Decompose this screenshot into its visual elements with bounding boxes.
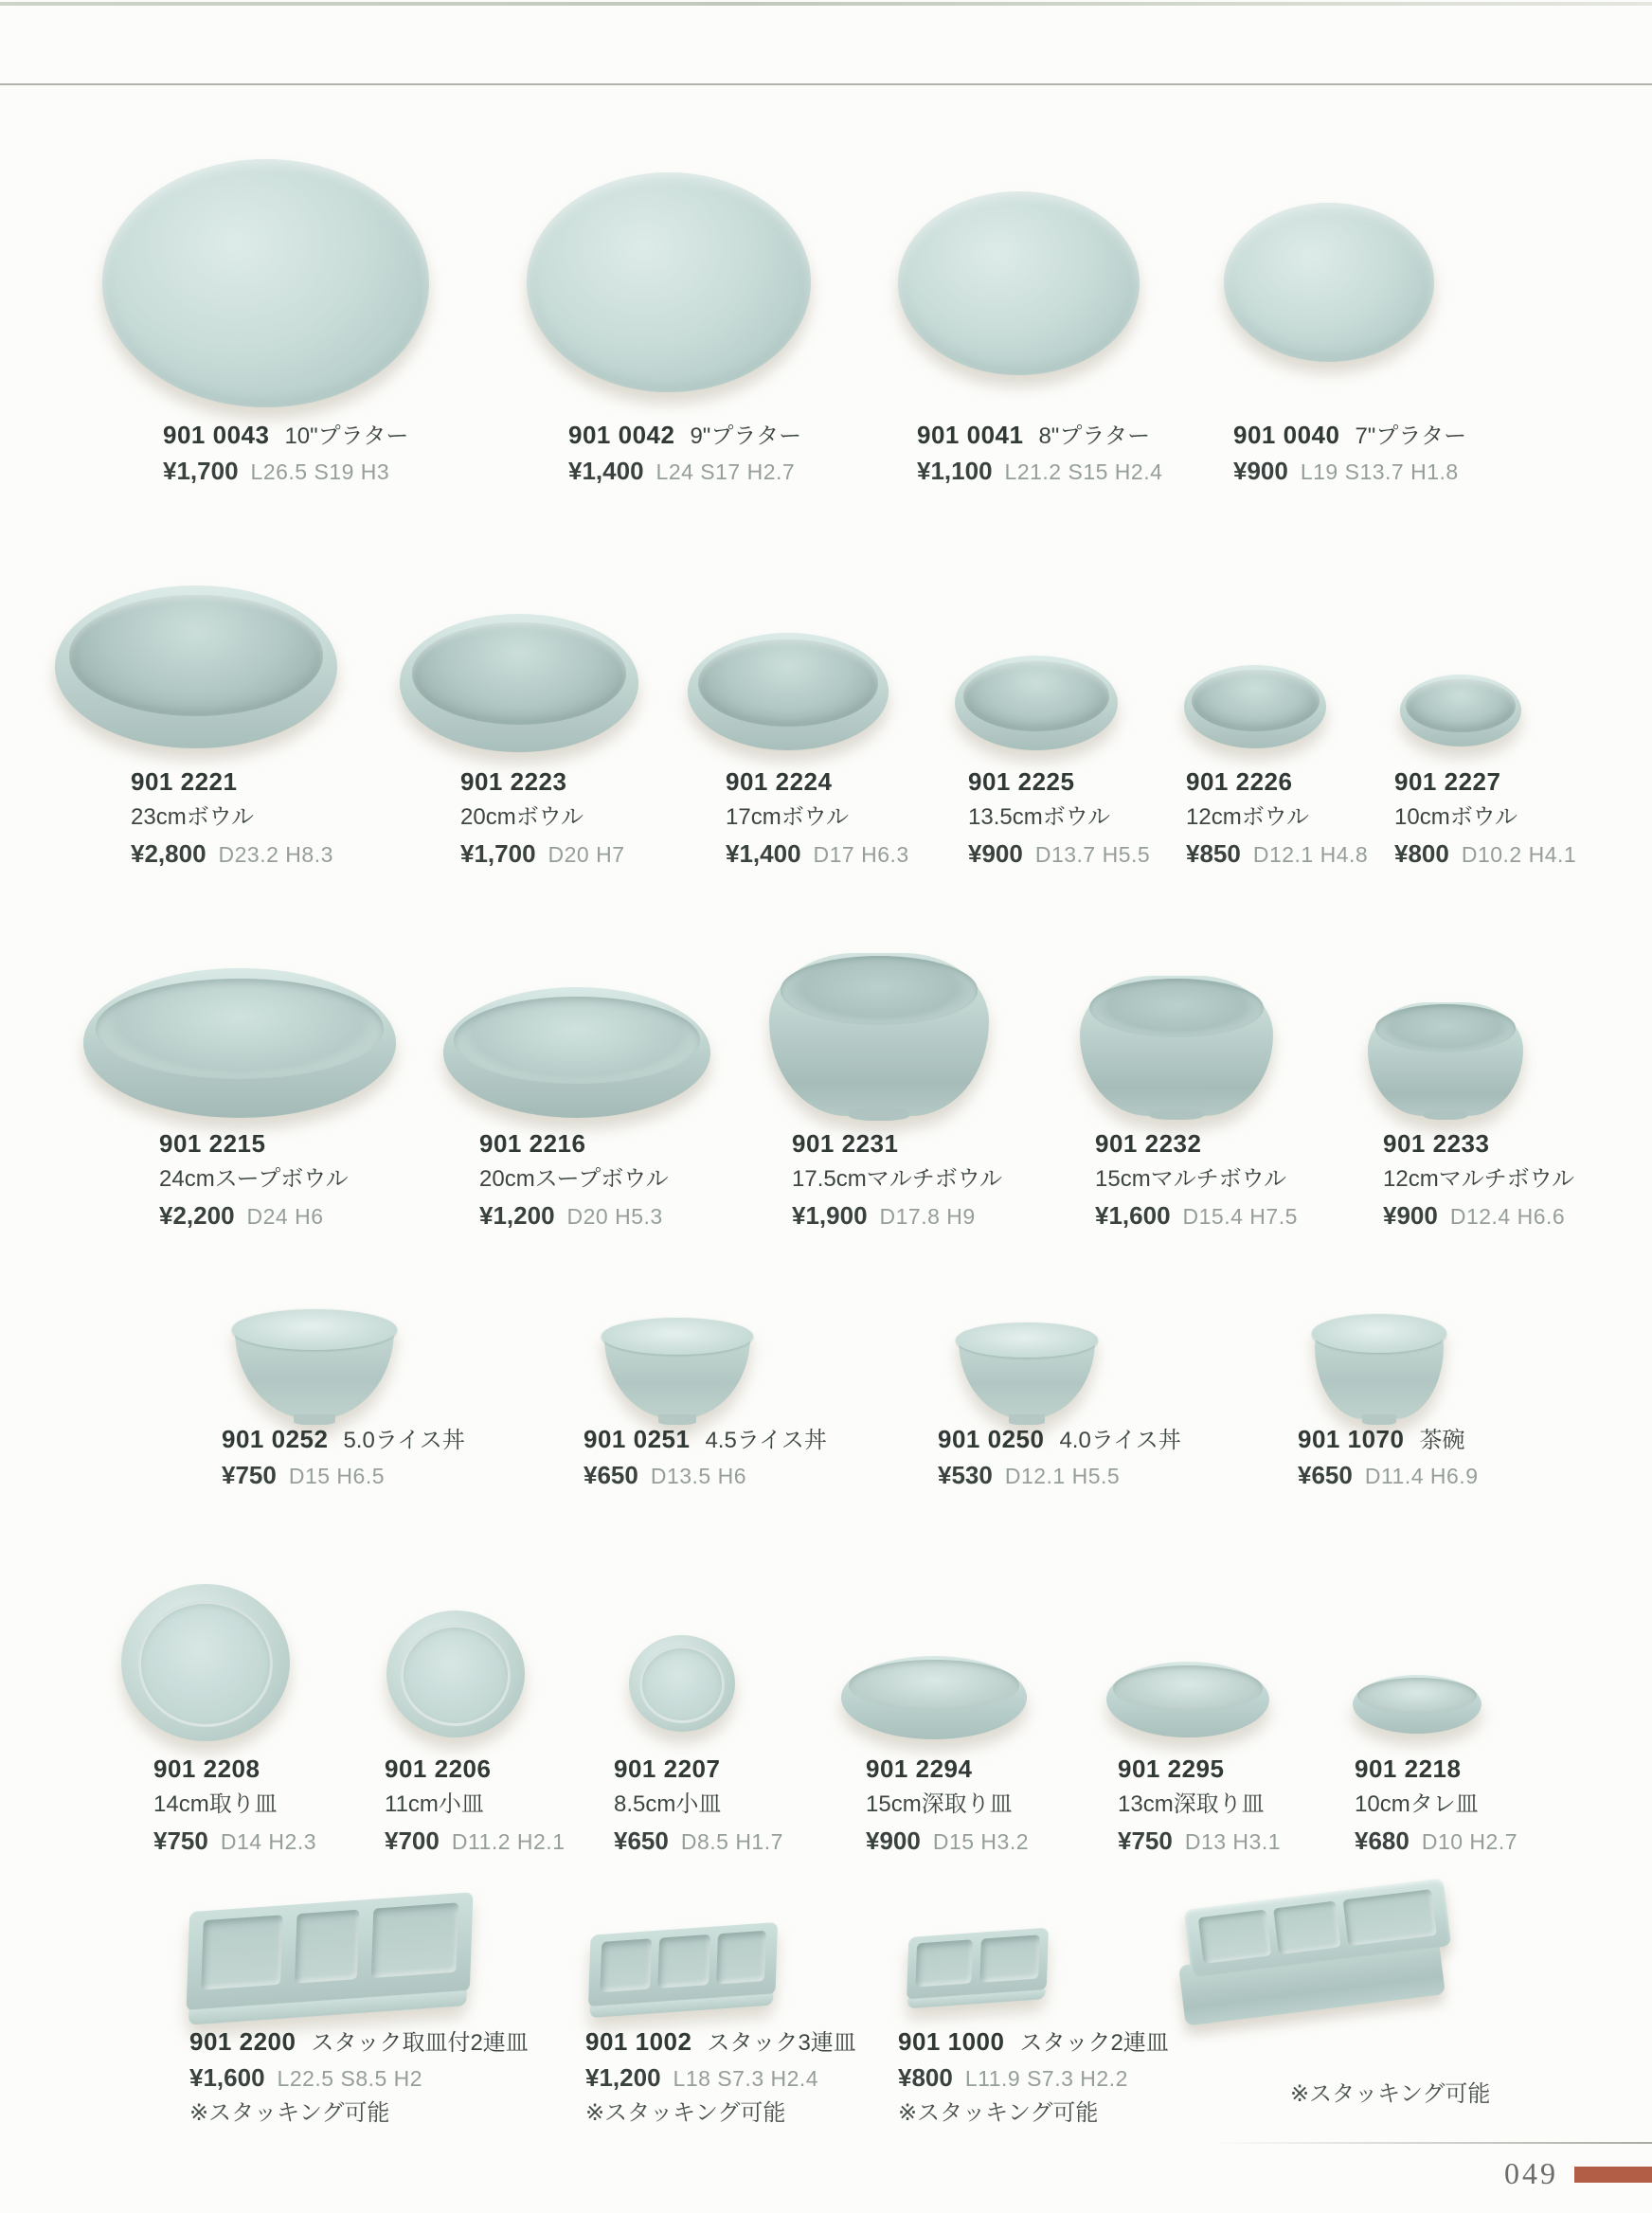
product-caption — [1383, 1125, 1574, 1233]
product-code: 901 2231 — [792, 1129, 899, 1158]
product-name: 17.5cmマルチボウル — [792, 1166, 1002, 1192]
product-code: 901 2225 — [968, 767, 1075, 796]
product-code: 901 2295 — [1118, 1754, 1225, 1783]
product-name: 9"プラター — [690, 423, 802, 449]
product-price: ¥900 — [1383, 1201, 1438, 1230]
product-dimensions: D20 H5.3 — [566, 1204, 663, 1229]
product-dimensions: D8.5 H1.7 — [680, 1829, 783, 1854]
product-name: スタック2連皿 — [1019, 2030, 1169, 2056]
product-photo-stack-tray-1000 — [907, 1928, 1049, 2001]
product-price: ¥2,200 — [159, 1201, 235, 1230]
product-price: ¥800 — [898, 2063, 953, 2092]
product-caption — [1118, 1751, 1281, 1859]
product-name: 12cmボウル — [1186, 804, 1309, 830]
product-name: 13.5cmボウル — [968, 804, 1110, 830]
product-photo-plate-8-5cm — [629, 1635, 735, 1732]
product-price: ¥850 — [1186, 839, 1241, 868]
product-code: 901 2216 — [479, 1129, 586, 1158]
product-price: ¥2,800 — [131, 839, 206, 868]
product-dimensions: L22.5 S8.5 H2 — [277, 2066, 423, 2091]
product-code: 901 2224 — [726, 767, 833, 796]
product-photo-rice-bowl-4-0 — [959, 1330, 1095, 1419]
product-photo-platter-7 — [1224, 203, 1434, 362]
page-accent-bar — [1574, 2167, 1652, 2183]
product-name: 11cm小皿 — [385, 1791, 484, 1817]
product-dimensions: D15 H6.5 — [288, 1464, 386, 1488]
product-caption — [131, 764, 333, 872]
product-photo-deep-plate-15cm — [841, 1656, 1027, 1739]
product-dimensions: D11.4 H6.9 — [1364, 1464, 1479, 1488]
product-dimensions: D23.2 H8.3 — [218, 842, 333, 867]
product-dimensions: D10 H2.7 — [1421, 1829, 1518, 1854]
product-caption — [1290, 2077, 1490, 2113]
product-code: 901 1000 — [898, 2027, 1005, 2056]
product-caption — [460, 764, 625, 872]
product-price: ¥750 — [153, 1826, 208, 1855]
product-name: 12cmマルチボウル — [1383, 1166, 1574, 1192]
product-dimensions: D14 H2.3 — [220, 1829, 317, 1854]
product-price: ¥1,400 — [568, 457, 644, 485]
page-top-edge — [0, 2, 1652, 6]
product-price: ¥1,600 — [189, 2063, 265, 2092]
product-code: 901 2206 — [385, 1754, 492, 1783]
product-caption — [222, 1421, 465, 1493]
product-photo-bowl-13-5cm — [955, 656, 1118, 750]
product-price: ¥750 — [1118, 1826, 1173, 1855]
product-caption — [153, 1751, 316, 1859]
product-code: 901 2207 — [614, 1754, 721, 1783]
product-price: ¥650 — [1298, 1461, 1353, 1489]
product-code: 901 0251 — [584, 1425, 691, 1453]
product-price: ¥530 — [938, 1461, 993, 1489]
product-caption — [1298, 1421, 1478, 1493]
product-code: 901 2215 — [159, 1129, 266, 1158]
product-name: 茶碗 — [1419, 1428, 1465, 1453]
product-photo-bowl-23cm — [55, 585, 337, 748]
product-name: 13cm深取り皿 — [1118, 1791, 1265, 1817]
product-photo-platter-9 — [527, 172, 811, 392]
product-photo-rice-bowl-5-0 — [235, 1319, 394, 1419]
product-name: 14cm取り皿 — [153, 1791, 278, 1817]
product-photo-soup-bowl-24cm — [83, 968, 396, 1118]
product-dimensions: D15.4 H7.5 — [1182, 1204, 1298, 1229]
product-photo-bowl-20cm — [400, 614, 638, 752]
product-name: 4.5ライス丼 — [705, 1428, 827, 1453]
product-price: ¥650 — [584, 1461, 638, 1489]
product-code: 901 2208 — [153, 1754, 260, 1783]
product-dimensions: D24 H6 — [246, 1204, 324, 1229]
product-price: ¥1,900 — [792, 1201, 868, 1230]
product-code: 901 1002 — [585, 2027, 692, 2056]
product-photo-stacked-trays — [1173, 1891, 1457, 2018]
product-code: 901 0252 — [222, 1425, 329, 1453]
product-caption — [938, 1421, 1181, 1493]
product-photo-bowl-10cm — [1400, 675, 1521, 747]
product-photo-multi-bowl-12cm — [1368, 1002, 1523, 1116]
product-caption — [1186, 764, 1368, 872]
product-caption — [866, 1751, 1029, 1859]
product-name: 10"プラター — [284, 423, 409, 449]
product-dimensions: L21.2 S15 H2.4 — [1004, 459, 1163, 484]
product-dimensions: D12.1 H5.5 — [1004, 1464, 1121, 1488]
product-name: 15cmマルチボウル — [1095, 1166, 1286, 1192]
product-name: 8"プラター — [1038, 423, 1151, 449]
product-photo-soup-bowl-20cm — [443, 987, 710, 1118]
product-dimensions: D17 H6.3 — [813, 842, 909, 867]
page-bottom-edge — [1212, 2142, 1652, 2144]
product-photo-bowl-12cm — [1184, 665, 1326, 748]
product-caption — [792, 1125, 1002, 1233]
product-photo-multi-bowl-17-5cm — [769, 953, 989, 1116]
product-price: ¥900 — [1233, 457, 1288, 485]
product-dimensions: D15 H3.2 — [932, 1829, 1030, 1854]
product-caption — [1355, 1751, 1517, 1859]
product-dimensions: D13.5 H6 — [650, 1464, 747, 1488]
product-code: 901 2200 — [189, 2027, 296, 2056]
product-price: ¥1,600 — [1095, 1201, 1171, 1230]
product-price: ¥750 — [222, 1461, 277, 1489]
product-code: 901 2223 — [460, 767, 567, 796]
product-caption — [585, 2024, 856, 2132]
product-code: 901 2218 — [1355, 1754, 1462, 1783]
stacking-note: ※スタッキング可能 — [898, 2100, 1099, 2126]
product-photo-deep-plate-13cm — [1106, 1662, 1269, 1737]
product-caption — [568, 417, 801, 489]
product-photo-stack-tray-1002 — [588, 1922, 778, 2007]
product-code: 901 0041 — [917, 421, 1024, 449]
product-code: 901 2294 — [866, 1754, 973, 1783]
product-price: ¥800 — [1394, 839, 1449, 868]
product-name: 7"プラター — [1355, 423, 1467, 449]
product-dimensions: L19 S13.7 H1.8 — [1300, 459, 1459, 484]
product-caption — [479, 1125, 669, 1233]
product-name: 20cmスープボウル — [479, 1166, 669, 1192]
product-price: ¥1,700 — [163, 457, 239, 485]
product-dimensions: D13.7 H5.5 — [1034, 842, 1151, 867]
product-name: 15cm深取り皿 — [866, 1791, 1013, 1817]
product-dimensions: L18 S7.3 H2.4 — [673, 2066, 819, 2091]
product-photo-plate-11cm — [386, 1610, 525, 1737]
product-photo-rice-bowl-4-5 — [604, 1326, 750, 1419]
product-caption — [1394, 764, 1576, 872]
product-caption — [385, 1751, 565, 1859]
product-name: 20cmボウル — [460, 804, 584, 830]
product-photo-sauce-plate-10cm — [1353, 1675, 1481, 1734]
product-code: 901 0042 — [568, 421, 675, 449]
product-dimensions: D11.2 H2.1 — [451, 1829, 566, 1854]
product-photo-stack-tray-2200 — [187, 1892, 474, 2010]
stacking-note: ※スタッキング可能 — [1290, 2081, 1491, 2107]
product-caption — [1233, 417, 1466, 489]
product-dimensions: D12.4 H6.6 — [1449, 1204, 1566, 1229]
product-code: 901 2227 — [1394, 767, 1501, 796]
product-price: ¥900 — [866, 1826, 921, 1855]
product-code: 901 0043 — [163, 421, 270, 449]
product-code: 901 0040 — [1233, 421, 1340, 449]
product-dimensions: L24 S17 H2.7 — [655, 459, 796, 484]
product-dimensions: D17.8 H9 — [879, 1204, 976, 1229]
product-photo-chawan — [1315, 1322, 1444, 1419]
product-name: 4.0ライス丼 — [1059, 1428, 1181, 1453]
product-price: ¥900 — [968, 839, 1023, 868]
header-rule — [0, 83, 1652, 85]
product-price: ¥1,200 — [585, 2063, 661, 2092]
product-caption — [189, 2024, 529, 2132]
product-caption — [917, 417, 1162, 489]
product-code: 901 2233 — [1383, 1129, 1490, 1158]
product-dimensions: D20 H7 — [548, 842, 625, 867]
product-caption — [898, 2024, 1169, 2132]
product-name: 23cmボウル — [131, 804, 254, 830]
product-price: ¥680 — [1355, 1826, 1410, 1855]
product-name: 10cmボウル — [1394, 804, 1517, 830]
product-code: 901 2226 — [1186, 767, 1293, 796]
product-name: 5.0ライス丼 — [343, 1428, 465, 1453]
product-dimensions: D13 H3.1 — [1184, 1829, 1282, 1854]
product-price: ¥1,100 — [917, 457, 993, 485]
product-dimensions: D10.2 H4.1 — [1461, 842, 1577, 867]
product-price: ¥1,200 — [479, 1201, 555, 1230]
product-caption — [614, 1751, 783, 1859]
product-caption — [968, 764, 1150, 872]
product-name: スタック3連皿 — [707, 2030, 856, 2056]
product-caption — [726, 764, 909, 872]
product-name: 10cmタレ皿 — [1355, 1791, 1479, 1817]
product-price: ¥1,400 — [726, 839, 801, 868]
product-name: 8.5cm小皿 — [614, 1791, 722, 1817]
product-price: ¥700 — [385, 1826, 440, 1855]
product-dimensions: L11.9 S7.3 H2.2 — [964, 2066, 1128, 2091]
product-name: スタック取皿付2連皿 — [311, 2030, 529, 2056]
product-name: 24cmスープボウル — [159, 1166, 349, 1192]
product-price: ¥1,700 — [460, 839, 536, 868]
product-dimensions: L26.5 S19 H3 — [250, 459, 390, 484]
product-photo-platter-8 — [898, 191, 1140, 375]
stacking-note: ※スタッキング可能 — [189, 2100, 390, 2126]
product-caption — [159, 1125, 349, 1233]
stacking-note: ※スタッキング可能 — [585, 2100, 786, 2126]
product-price: ¥650 — [614, 1826, 669, 1855]
product-code: 901 1070 — [1298, 1425, 1405, 1453]
product-photo-plate-14cm — [121, 1584, 290, 1741]
page-number: 049 — [1504, 2156, 1558, 2190]
product-code: 901 0250 — [938, 1425, 1045, 1453]
product-code: 901 2232 — [1095, 1129, 1202, 1158]
product-name: 17cmボウル — [726, 804, 849, 830]
product-photo-multi-bowl-15cm — [1080, 976, 1273, 1116]
product-caption — [163, 417, 408, 489]
product-caption — [584, 1421, 827, 1493]
product-photo-bowl-17cm — [688, 633, 889, 750]
product-photo-platter-10 — [102, 159, 429, 407]
product-caption — [1095, 1125, 1298, 1233]
product-code: 901 2221 — [131, 767, 238, 796]
product-dimensions: D12.1 H4.8 — [1252, 842, 1369, 867]
